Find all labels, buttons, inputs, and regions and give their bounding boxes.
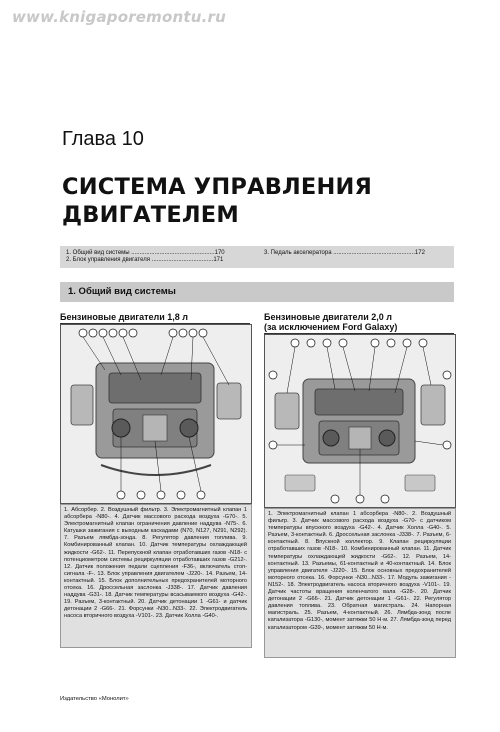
figure-2-caption: 1. Электромагнитный клапан 1 абсорбера -N80-. 2. Воздушный фильтр. 3. Датчик массового расхода воздуха -G70- с датчиком температуры впускного воздуха -G42-. 4. Датчик Холла -G40-. 5. Разъем, 3-контактный. 6. Дроссельная заслонка -J338-. 7. Разъем, 6-контактный. 8. Впускной коллектор. 9. Клапан рециркуляции отработавших газов -N18-. 10. Комбинированный клапан. 11. Датчик температуры охлаждающей жидкости -G62-. 12. Разъем, 14-контактный. 13. Разъемы, 61-контактный и 40-контактный. 14. Блок управления двигателя -J220-. 15. Блок основных предохранителей моторного отсека. 16. Форсунки -N30...N33-. 17. Модуль зажигания -N152-. 18. Электродвигатель насоса вторичного воздуха -V101-. 19. Датчик частоты вращения коленчатого вала -G28-. 20. Датчик детонации 2 -G66-. 21. Датчик детонации 1 -G61-. 22. Регулятор давления топлива. 23. Обратная магистраль. 24. Напорная магистраль. 25. Разъем, 4-контактный. 26. Лямбда-зонд после катализатора -G130-, момент затяжки 50 Н·м. 27. Лямбда-зонд перед катализатором -G39-, момент затяжки 50 Н·м. bbox=[268, 511, 451, 631]
section-title: 1. Общий вид системы bbox=[68, 286, 176, 297]
engine-diagram-2-0 bbox=[264, 334, 456, 508]
figure-2-title-line-2: (за исключением Ford Galaxy) bbox=[264, 322, 398, 332]
figure-1-caption: 1. Абсорбер. 2. Воздушный фильтр. 3. Электромагнитный клапан 1 абсорбера -N80-. 4. Датчик массового расхода воздуха -G70-. 5. Электромагнитный клапан ограничения давление наддува -N75-. 6. Катушки зажигания с выходным каскадами (N70, N127, N291, N292). 7. Разъем лямбда-зонда. 8. Регулятор давления топлива. 9. Комбинированный клапан. 10. Датчик температуры охлаждающей жидкости -G62-. 11. Перепускной клапан отработавших газов -N18- с потенциометром системы рециркуляции отработавших газов -G212-. 12. Датчик положения педали сцепления -F36-, включатель стоп-сигнала -F-. 13. Блок управления двигателем -J220-. 14. Разъем, 14-контактный. 15. Блок дополнительных предохранителей моторного отсека. 16. Дроссельная заслонка -J338-. 17. Датчик давления наддува -G31-. 18. Датчик температуры всасываемого воздуха -G42-. 19. Разъем, 3-контактный. 20. Датчик детонации 1 -G61- и датчик детонации 2 -G66-. 21. Форсунки -N30...N33-. 22. Электродвигатель насоса вторичного воздуха -V101-. 23. Датчик Холла -G40-. bbox=[64, 507, 247, 620]
table-of-contents bbox=[60, 246, 454, 268]
chapter-title-line-2: ДВИГАТЕЛЕМ bbox=[62, 202, 239, 228]
site-watermark: www.knigaporemontu.ru bbox=[12, 8, 227, 26]
chapter-title-line-1: СИСТЕМА УПРАВЛЕНИЯ bbox=[62, 174, 373, 200]
toc-entry-1[interactable]: 1. Общий вид системы ..................................................170 bbox=[66, 250, 225, 256]
chapter-title bbox=[62, 173, 372, 229]
chapter-heading: Глава 10 bbox=[62, 128, 144, 150]
section-header bbox=[60, 282, 454, 302]
toc-right-column bbox=[264, 250, 425, 257]
publisher-footer: Издательство «Монолит» bbox=[60, 696, 129, 702]
figure-1-title: Бензиновые двигатели 1,8 л bbox=[60, 312, 188, 322]
engine-diagram-1-8 bbox=[60, 324, 252, 504]
engine-diagram-1-8-drawing bbox=[61, 325, 251, 503]
toc-left-column bbox=[66, 250, 225, 264]
toc-entry-2[interactable]: 2. Блок управления двигателя .....................................171 bbox=[66, 257, 224, 263]
figure-2-title bbox=[264, 312, 397, 332]
figure-2-title-line-1: Бензиновые двигатели 2,0 л bbox=[264, 312, 392, 322]
engine-diagram-2-0-drawing bbox=[265, 335, 455, 507]
toc-entry-3[interactable]: 3. Педаль акселератора .................................................172 bbox=[264, 250, 425, 256]
